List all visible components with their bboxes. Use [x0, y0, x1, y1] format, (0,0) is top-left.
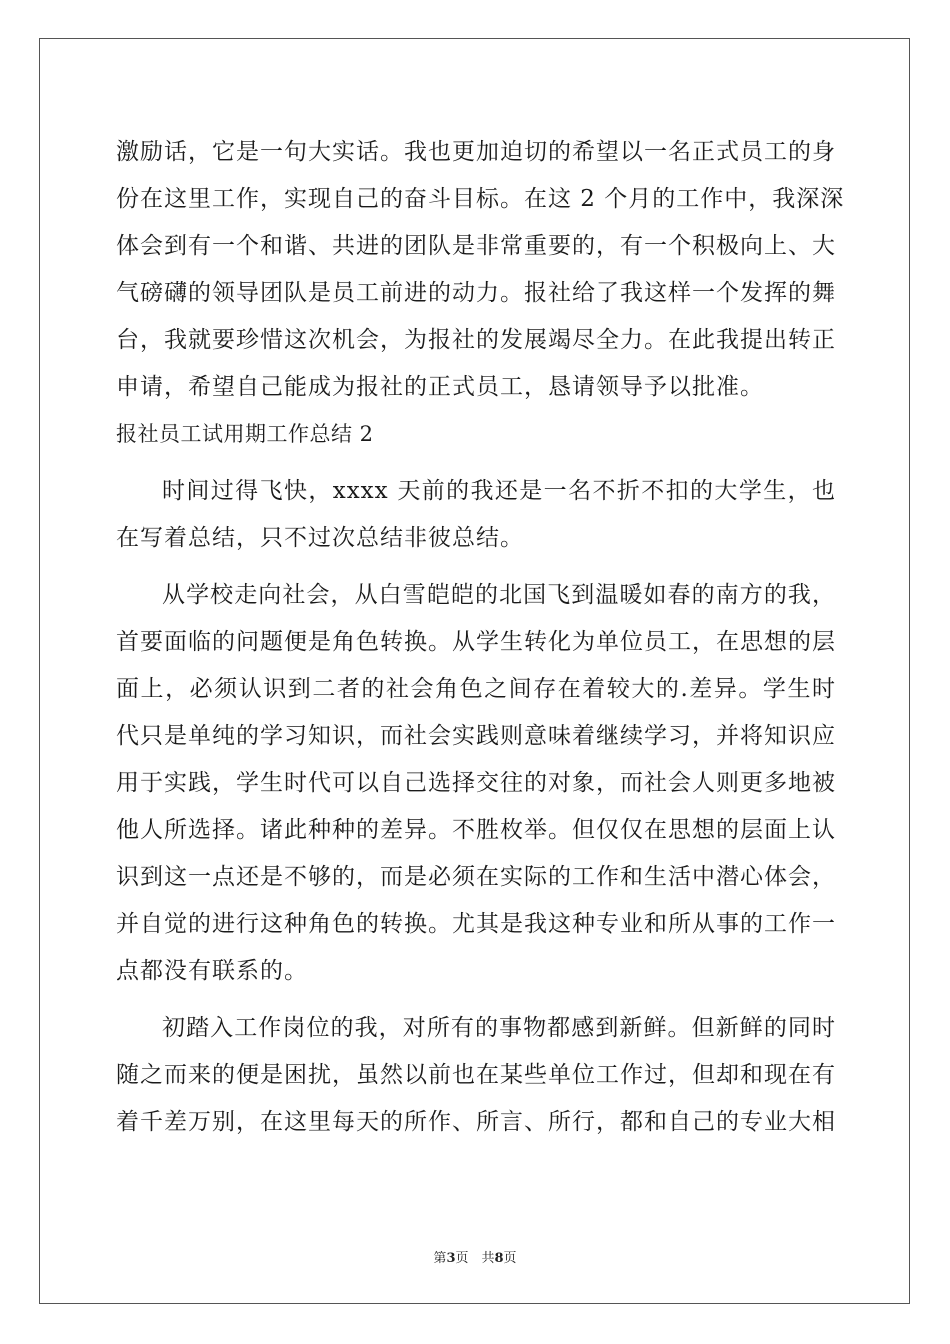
text-line: 着千差万别，在这里每天的所作、所言、所行，都和自己的专业大相	[116, 1109, 836, 1135]
footer-prefix: 第	[433, 1251, 447, 1266]
footer-mid: 页 共	[455, 1251, 495, 1266]
text-line: 从学校走向社会，从白雪皑皑的北国飞到温暖如春的南方的我，	[162, 582, 836, 608]
text-line: 激励话，它是一句大实话。我也更加迫切的希望以一名正式员工的身	[116, 139, 836, 165]
paragraph-1	[116, 129, 845, 411]
text-line: 他人所选择。诸此种种的差异。不胜枚举。但仅仅在思想的层面上认	[116, 817, 836, 843]
current-page-number: 3	[446, 1251, 456, 1266]
section-heading: 报社员工试用期工作总结 2	[116, 422, 374, 446]
text-line: 用于实践，学生时代可以自己选择交往的对象，而社会人则更多地被	[116, 770, 836, 796]
text-line: 识到这一点还是不够的，而是必须在实际的工作和生活中潜心体会，	[116, 864, 836, 890]
text-line: 点都没有联系的。	[116, 958, 308, 984]
text-line: 申请，希望自己能成为报社的正式员工，恳请领导予以批准。	[116, 374, 764, 400]
text-line: 体会到有一个和谐、共进的团队是非常重要的，有一个积极向上、大	[116, 233, 836, 259]
text-line: 初踏入工作岗位的我，对所有的事物都感到新鲜。但新鲜的同时	[162, 1015, 836, 1041]
text-line: 台，我就要珍惜这次机会，为报社的发展竭尽全力。在此我提出转正	[116, 327, 836, 353]
text-line: 面上，必须认识到二者的社会角色之间存在着较大的.差异。学生时	[116, 676, 836, 702]
text-line: 气磅礴的领导团队是员工前进的动力。报社给了我这样一个发挥的舞	[116, 280, 836, 306]
document-body	[116, 129, 845, 1146]
page-footer	[0, 1247, 950, 1266]
paragraph-4	[116, 1005, 836, 1146]
total-page-count: 8	[494, 1251, 504, 1266]
paragraph-3	[116, 572, 836, 995]
text-line: 时间过得飞快，xxxx 天前的我还是一名不折不扣的大学生，也	[162, 478, 836, 504]
footer-suffix: 页	[503, 1251, 517, 1266]
text-line: 在写着总结，只不过次总结非彼总结。	[116, 525, 524, 551]
text-line: 并自觉的进行这种角色的转换。尤其是我这种专业和所从事的工作一	[116, 911, 836, 937]
text-line: 首要面临的问题便是角色转换。从学生转化为单位员工，在思想的层	[116, 629, 836, 655]
text-line: 随之而来的便是困扰，虽然以前也在某些单位工作过，但却和现在有	[116, 1062, 836, 1088]
paragraph-2	[116, 468, 836, 562]
text-line: 代只是单纯的学习知识，而社会实践则意味着继续学习，并将知识应	[116, 723, 836, 749]
text-line: 份在这里工作，实现自己的奋斗目标。在这 2 个月的工作中，我深深	[116, 186, 845, 212]
